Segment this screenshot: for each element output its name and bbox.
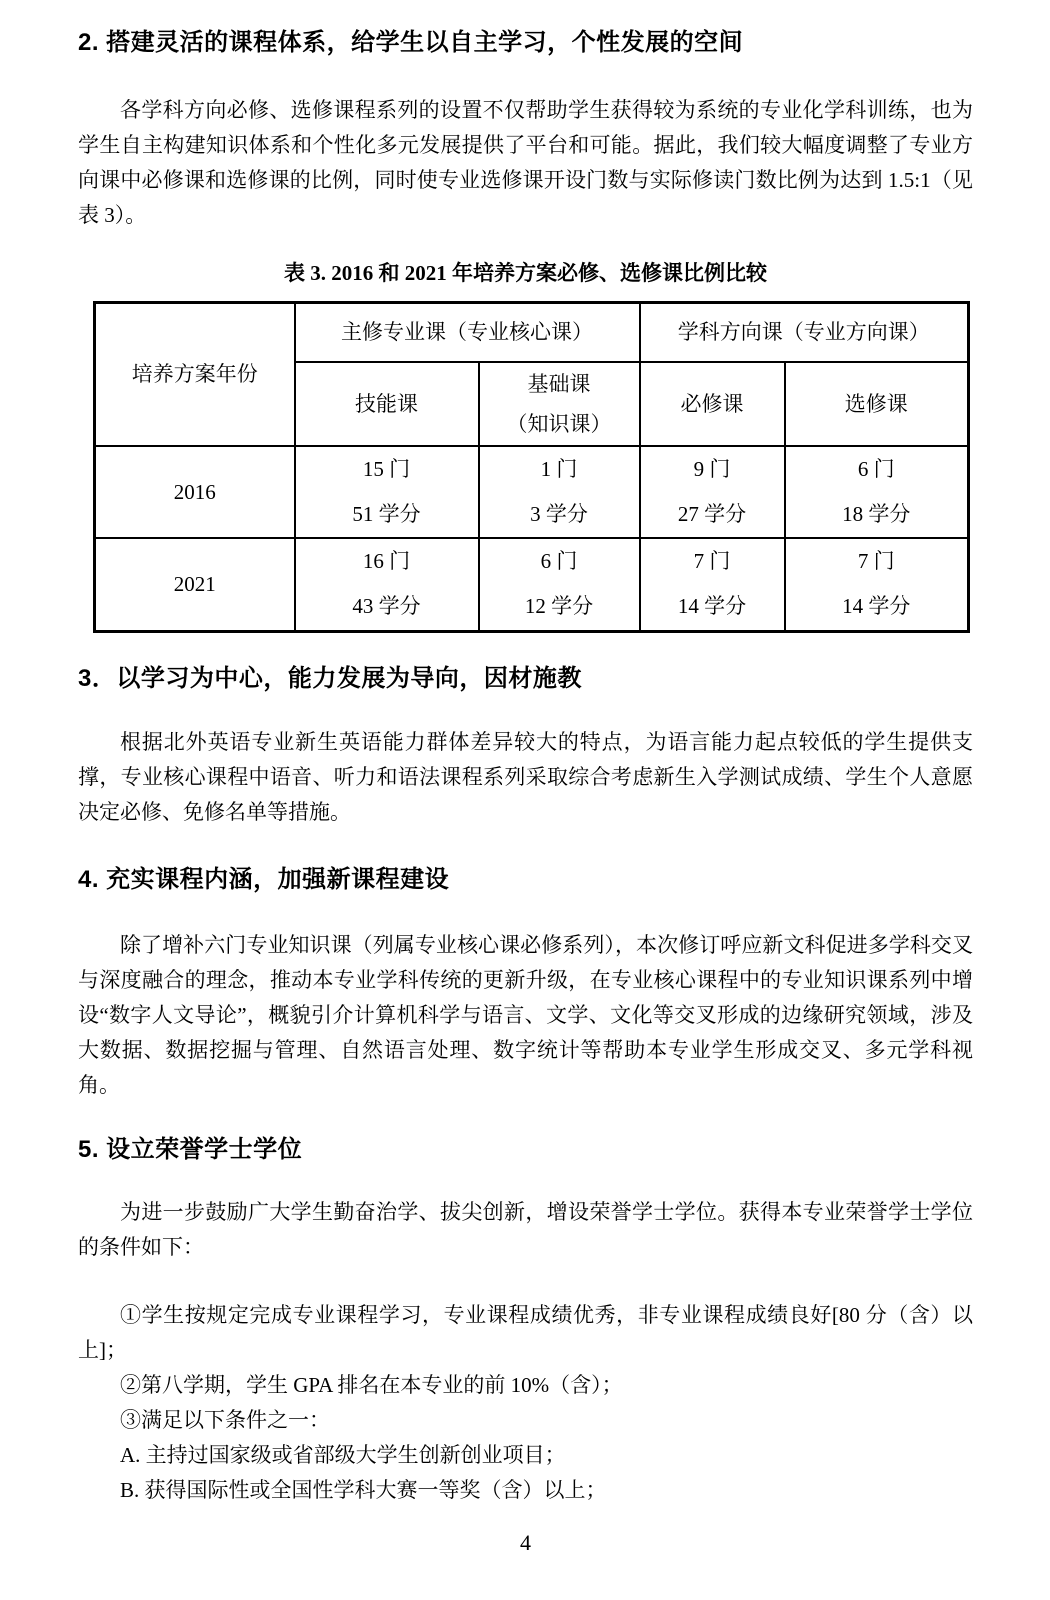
comparison-table <box>93 301 970 633</box>
section-2-heading: 2. 搭建灵活的课程体系，给学生以自主学习，个性发展的空间 <box>78 29 744 56</box>
cell-2016-elective <box>785 446 969 538</box>
cell-2016-elective-count: 6 门 <box>857 456 895 481</box>
cell-2021-skill <box>295 538 479 632</box>
cell-year-2021: 2021 <box>95 538 295 632</box>
condition-item-3a: A. 主持过国家级或省部级大学生创新创业项目； <box>120 1443 566 1467</box>
header-skill-course: 技能课 <box>295 362 479 446</box>
table-row-2021 <box>95 538 969 632</box>
header-basic-course <box>479 362 640 446</box>
cell-2016-elective-credits: 18 学分 <box>842 501 911 526</box>
section-5-heading: 5. 设立荣誉学士学位 <box>78 1136 303 1163</box>
table-row-2016 <box>95 446 969 538</box>
cell-2021-basic-count: 6 门 <box>540 549 578 574</box>
cell-2021-skill-count: 16 门 <box>362 549 411 574</box>
page-number: 4 <box>520 1530 531 1555</box>
cell-2016-skill-count: 15 门 <box>362 456 411 481</box>
cell-2016-skill-credits: 51 学分 <box>352 501 421 526</box>
cell-2021-basic-credits: 12 学分 <box>524 594 594 619</box>
cell-2016-required-count: 9 门 <box>693 456 731 481</box>
cell-2021-skill-credits: 43 学分 <box>352 594 421 619</box>
cell-2016-required <box>640 446 785 538</box>
cell-2016-basic-count: 1 门 <box>540 456 578 481</box>
cell-2016-basic <box>479 446 640 538</box>
condition-item-3b: B. 获得国际性或全国性学科大赛一等奖（含）以上； <box>120 1478 607 1502</box>
cell-2016-skill <box>295 446 479 538</box>
header-main-courses-group: 主修专业课（专业核心课） <box>295 303 640 362</box>
table-header-row-groups <box>95 303 969 362</box>
cell-2021-required-credits: 14 学分 <box>677 594 747 619</box>
cell-2021-elective <box>785 538 969 632</box>
section-4-heading: 4. 充实课程内涵，加强新课程建设 <box>78 866 450 893</box>
condition-item-1: ①学生按规定完成专业课程学习，专业课程成绩优秀，非专业课程成绩良好[80 分（含）以上]； <box>78 1303 973 1362</box>
condition-item-3: ③满足以下条件之一： <box>120 1408 330 1432</box>
section-5-paragraph: 为进一步鼓励广大学生勤奋治学、拔尖创新，增设荣誉学士学位。获得本专业荣誉学士学位的条件如下： <box>78 1200 973 1259</box>
cell-2021-required-count: 7 门 <box>693 549 731 574</box>
header-basic-course-line2: （知识课） <box>506 411 612 436</box>
header-required-course: 必修课 <box>640 362 785 446</box>
cell-year-2016: 2016 <box>95 446 295 538</box>
header-elective-course: 选修课 <box>785 362 969 446</box>
cell-2021-basic <box>479 538 640 632</box>
header-direction-courses-group: 学科方向课（专业方向课） <box>640 303 969 362</box>
cell-2021-elective-credits: 14 学分 <box>842 594 911 619</box>
header-basic-course-line1: 基础课 <box>527 371 591 396</box>
page-content <box>78 0 973 1508</box>
condition-item-2: ②第八学期，学生 GPA 排名在本专业的前 10%（含）； <box>120 1373 623 1397</box>
section-4-paragraph: 除了增补六门专业知识课（列属专业核心课必修系列），本次修订呼应新文科促进多学科交叉与深度融合的理念，推动本专业学科传统的更新升级，在专业核心课程中的专业知识课系列中增设“数字人文导论”，概貌引介计算机科学与语言、文学、文化等交叉形成的边缘研究领域，涉及大数据、数据挖掘与管理、自然语言处理、数字统计等帮助本专业学生形成交叉、多元学科视角。 <box>78 933 973 1097</box>
cell-2021-elective-count: 7 门 <box>857 549 895 574</box>
honor-degree-conditions-list <box>78 1298 973 1508</box>
section-2-paragraph: 各学科方向必修、选修课程系列的设置不仅帮助学生获得较为系统的专业化学科训练，也为学生自主构建知识体系和个性化多元发展提供了平台和可能。据此，我们较大幅度调整了专业方向课中必修课和选修课的比例，同时使专业选修课开设门数与实际修读门数比例为达到 1.5:1（见表 3）。 <box>78 98 973 227</box>
section-3-paragraph: 根据北外英语专业新生英语能力群体差异较大的特点，为语言能力起点较低的学生提供支撑，专业核心课程中语音、听力和语法课程系列采取综合考虑新生入学测试成绩、学生个人意愿决定必修、免修名单等措施。 <box>78 730 973 824</box>
table-title: 表 3. 2016 和 2021 年培养方案必修、选修课比例比较 <box>284 261 767 285</box>
cell-2021-required <box>640 538 785 632</box>
section-3-heading: 3．以学习为中心，能力发展为导向，因材施教 <box>78 665 582 692</box>
cell-2016-basic-credits: 3 学分 <box>530 501 588 526</box>
header-year: 培养方案年份 <box>95 303 295 446</box>
cell-2016-required-credits: 27 学分 <box>677 501 747 526</box>
